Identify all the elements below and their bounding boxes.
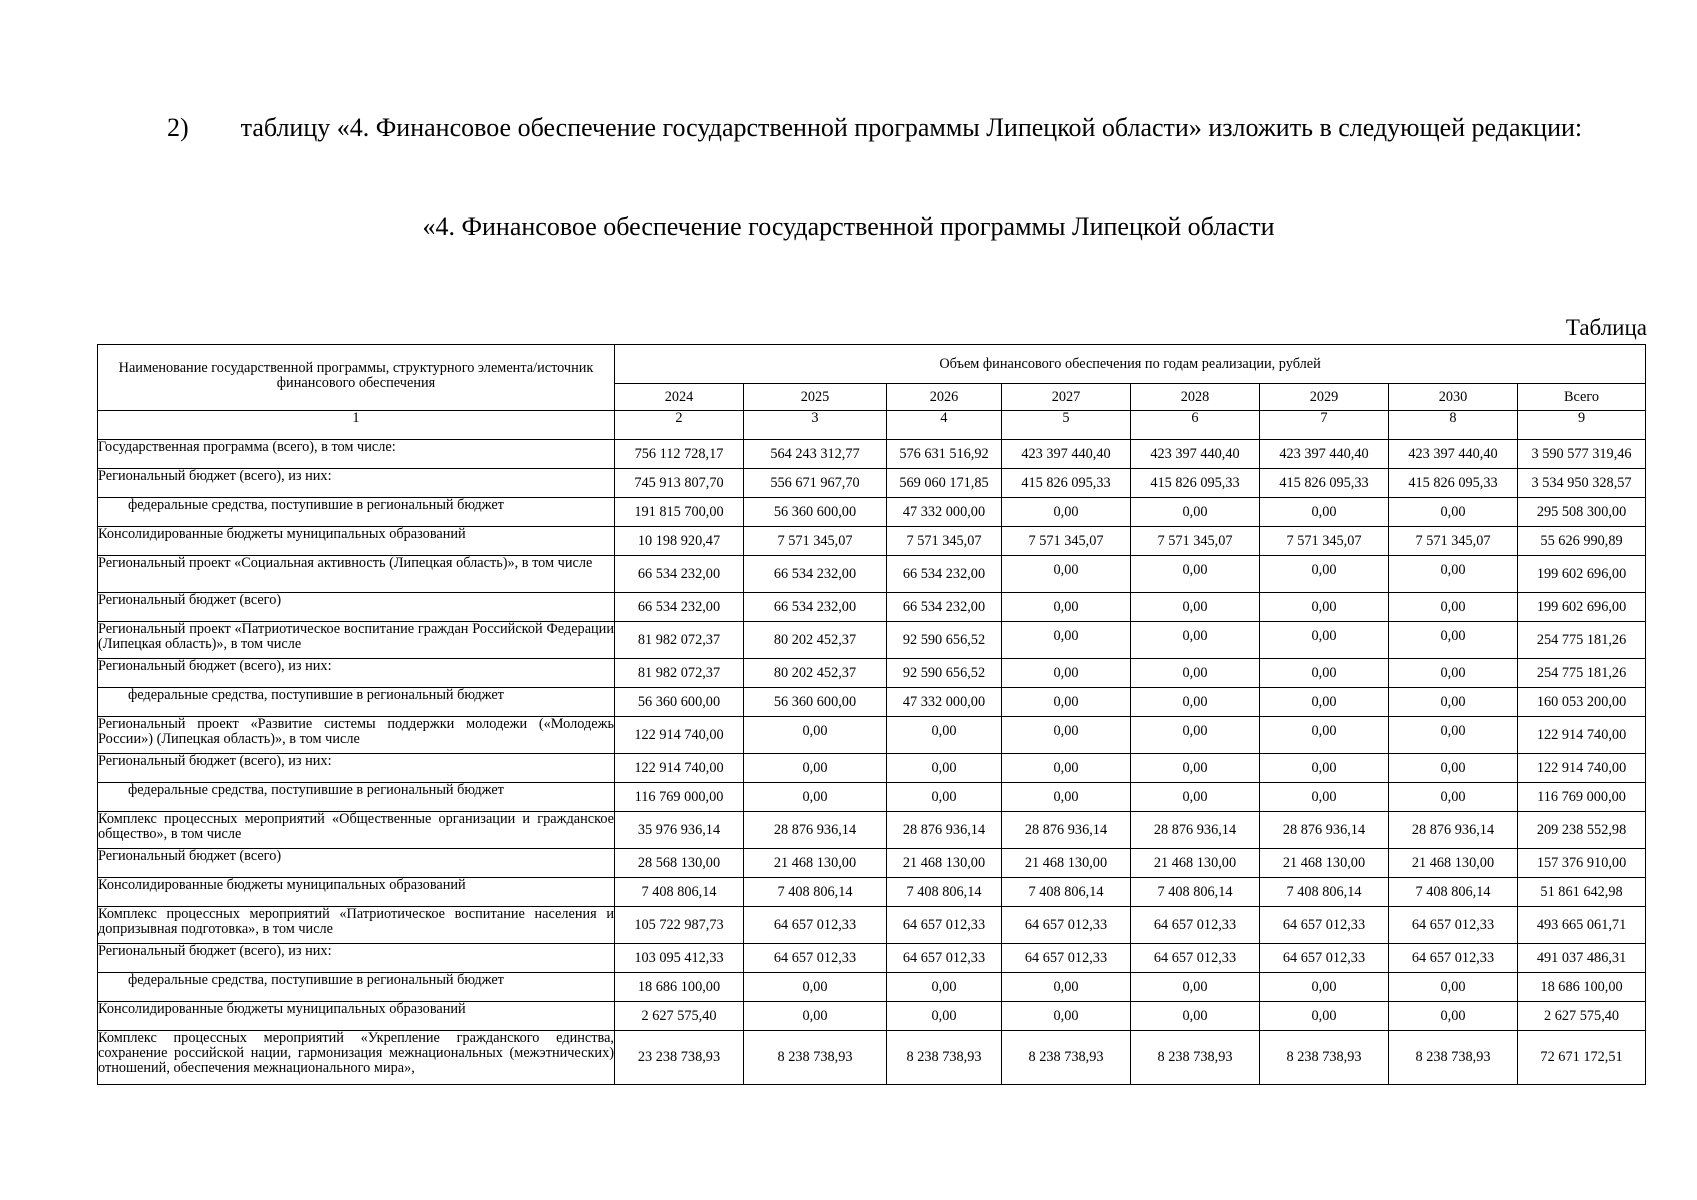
- row-value: 7 571 345,07: [744, 527, 887, 556]
- row-value: 756 112 728,17: [615, 440, 744, 469]
- row-value: 64 657 012,33: [744, 944, 887, 973]
- row-value: 0,00: [1389, 754, 1518, 783]
- row-value: 21 468 130,00: [1260, 849, 1389, 878]
- row-value: 21 468 130,00: [744, 849, 887, 878]
- table-body: [98, 440, 1646, 1085]
- row-value: 0,00: [1131, 783, 1260, 812]
- row-total: 122 914 740,00: [1518, 717, 1646, 754]
- row-value: 56 360 600,00: [744, 688, 887, 717]
- table-row: [98, 907, 1646, 944]
- row-name: федеральные средства, поступившие в региональный бюджет: [98, 783, 615, 812]
- header-year: 2027: [1002, 384, 1131, 411]
- row-value: 64 657 012,33: [1131, 907, 1260, 944]
- column-number: 2: [615, 411, 744, 440]
- header-total: Всего: [1518, 384, 1646, 411]
- row-value: 0,00: [1131, 593, 1260, 622]
- row-value: 0,00: [1131, 556, 1260, 593]
- row-value: 0,00: [1389, 593, 1518, 622]
- row-value: 191 815 700,00: [615, 498, 744, 527]
- row-value: 7 408 806,14: [1131, 878, 1260, 907]
- row-name: федеральные средства, поступившие в региональный бюджет: [98, 973, 615, 1002]
- row-total: 157 376 910,00: [1518, 849, 1646, 878]
- row-total: 491 037 486,31: [1518, 944, 1646, 973]
- row-value: 64 657 012,33: [1389, 907, 1518, 944]
- row-value: 0,00: [1131, 1002, 1260, 1031]
- row-total: 3 534 950 328,57: [1518, 469, 1646, 498]
- row-value: 21 468 130,00: [887, 849, 1002, 878]
- row-total: 2 627 575,40: [1518, 1002, 1646, 1031]
- row-value: 7 571 345,07: [1131, 527, 1260, 556]
- table-row: [98, 973, 1646, 1002]
- row-value: 18 686 100,00: [615, 973, 744, 1002]
- header-year: 2025: [744, 384, 887, 411]
- row-value: 0,00: [744, 1002, 887, 1031]
- row-value: 0,00: [1002, 659, 1131, 688]
- row-value: 10 198 920,47: [615, 527, 744, 556]
- row-value: 8 238 738,93: [1260, 1031, 1389, 1085]
- header-name: Наименование государственной программы, структурного элемента/источник финансового обеспечения: [98, 345, 615, 411]
- row-value: 7 571 345,07: [1389, 527, 1518, 556]
- row-name: Комплекс процессных мероприятий «Укрепление гражданского единства, сохранение российской нации, гармонизация межнациональных (межэтнических) отношений, обеспечения межнационального мира»,: [98, 1031, 615, 1085]
- table-row: [98, 688, 1646, 717]
- table-row: [98, 659, 1646, 688]
- financing-table: [97, 344, 1646, 1085]
- row-value: 0,00: [1260, 1002, 1389, 1031]
- row-value: 0,00: [744, 973, 887, 1002]
- row-value: 0,00: [1389, 556, 1518, 593]
- row-value: 0,00: [1389, 659, 1518, 688]
- row-value: 28 876 936,14: [744, 812, 887, 849]
- row-value: 0,00: [887, 1002, 1002, 1031]
- row-value: 64 657 012,33: [887, 944, 1002, 973]
- row-value: 0,00: [1131, 498, 1260, 527]
- row-value: 8 238 738,93: [1131, 1031, 1260, 1085]
- row-name: Государственная программа (всего), в том числе:: [98, 440, 615, 469]
- row-value: 81 982 072,37: [615, 659, 744, 688]
- row-value: 122 914 740,00: [615, 717, 744, 754]
- row-value: 28 876 936,14: [1131, 812, 1260, 849]
- column-number: 3: [744, 411, 887, 440]
- column-number: 5: [1002, 411, 1131, 440]
- row-name: федеральные средства, поступившие в региональный бюджет: [98, 688, 615, 717]
- row-value: 415 826 095,33: [1389, 469, 1518, 498]
- row-value: 7 571 345,07: [1002, 527, 1131, 556]
- row-value: 569 060 171,85: [887, 469, 1002, 498]
- row-value: 0,00: [1260, 498, 1389, 527]
- column-number: 6: [1131, 411, 1260, 440]
- row-value: 28 876 936,14: [887, 812, 1002, 849]
- row-value: 103 095 412,33: [615, 944, 744, 973]
- row-value: 0,00: [1131, 973, 1260, 1002]
- row-value: 0,00: [1131, 754, 1260, 783]
- row-value: 0,00: [1002, 593, 1131, 622]
- row-total: 72 671 172,51: [1518, 1031, 1646, 1085]
- row-name: Комплекс процессных мероприятий «Патриотическое воспитание населения и допризывная подготовка», в том числе: [98, 907, 615, 944]
- row-value: 7 408 806,14: [1002, 878, 1131, 907]
- row-name: Консолидированные бюджеты муниципальных образований: [98, 1002, 615, 1031]
- row-value: 0,00: [744, 783, 887, 812]
- row-value: 0,00: [887, 717, 1002, 754]
- row-value: 7 408 806,14: [615, 878, 744, 907]
- row-value: 47 332 000,00: [887, 498, 1002, 527]
- row-total: 295 508 300,00: [1518, 498, 1646, 527]
- table-row: [98, 593, 1646, 622]
- column-number: 9: [1518, 411, 1646, 440]
- row-value: 0,00: [1260, 593, 1389, 622]
- row-value: 92 590 656,52: [887, 622, 1002, 659]
- table-row: [98, 944, 1646, 973]
- table-row: [98, 622, 1646, 659]
- row-value: 423 397 440,40: [1389, 440, 1518, 469]
- header-year: 2029: [1260, 384, 1389, 411]
- row-value: 122 914 740,00: [615, 754, 744, 783]
- row-value: 23 238 738,93: [615, 1031, 744, 1085]
- row-value: 80 202 452,37: [744, 622, 887, 659]
- table-row: [98, 556, 1646, 593]
- row-name: Региональный бюджет (всего), из них:: [98, 659, 615, 688]
- row-value: 7 408 806,14: [744, 878, 887, 907]
- row-total: 199 602 696,00: [1518, 593, 1646, 622]
- row-total: 160 053 200,00: [1518, 688, 1646, 717]
- row-total: 122 914 740,00: [1518, 754, 1646, 783]
- row-value: 415 826 095,33: [1260, 469, 1389, 498]
- column-number: 1: [98, 411, 615, 440]
- row-total: 55 626 990,89: [1518, 527, 1646, 556]
- row-value: 0,00: [1260, 688, 1389, 717]
- row-value: 0,00: [1002, 754, 1131, 783]
- row-value: 0,00: [1131, 659, 1260, 688]
- table-row: [98, 1031, 1646, 1085]
- row-value: 64 657 012,33: [744, 907, 887, 944]
- row-value: 564 243 312,77: [744, 440, 887, 469]
- table-row: [98, 469, 1646, 498]
- table-row: [98, 783, 1646, 812]
- row-value: 423 397 440,40: [1260, 440, 1389, 469]
- row-value: 64 657 012,33: [1131, 944, 1260, 973]
- row-name: Консолидированные бюджеты муниципальных образований: [98, 527, 615, 556]
- header-year: 2026: [887, 384, 1002, 411]
- row-value: 0,00: [1131, 717, 1260, 754]
- row-value: 66 534 232,00: [744, 556, 887, 593]
- row-value: 415 826 095,33: [1002, 469, 1131, 498]
- row-value: 21 468 130,00: [1389, 849, 1518, 878]
- row-name: Региональный бюджет (всего): [98, 849, 615, 878]
- row-value: 8 238 738,93: [1002, 1031, 1131, 1085]
- row-total: 199 602 696,00: [1518, 556, 1646, 593]
- row-value: 0,00: [1260, 783, 1389, 812]
- row-value: 64 657 012,33: [1389, 944, 1518, 973]
- row-value: 423 397 440,40: [1131, 440, 1260, 469]
- table-row: [98, 440, 1646, 469]
- column-number: 7: [1260, 411, 1389, 440]
- row-value: 556 671 967,70: [744, 469, 887, 498]
- row-value: 66 534 232,00: [887, 556, 1002, 593]
- row-value: 8 238 738,93: [744, 1031, 887, 1085]
- row-value: 8 238 738,93: [1389, 1031, 1518, 1085]
- row-value: 415 826 095,33: [1131, 469, 1260, 498]
- table-row: [98, 498, 1646, 527]
- table-row: [98, 878, 1646, 907]
- document-title: «4. Финансовое обеспечение государственной программы Липецкой области: [422, 212, 1275, 241]
- row-total: 116 769 000,00: [1518, 783, 1646, 812]
- row-name: федеральные средства, поступившие в региональный бюджет: [98, 498, 615, 527]
- row-value: 8 238 738,93: [887, 1031, 1002, 1085]
- row-value: 105 722 987,73: [615, 907, 744, 944]
- row-total: 209 238 552,98: [1518, 812, 1646, 849]
- row-value: 0,00: [1260, 659, 1389, 688]
- row-value: 56 360 600,00: [615, 688, 744, 717]
- row-value: 66 534 232,00: [615, 556, 744, 593]
- row-value: 0,00: [1389, 717, 1518, 754]
- row-value: 0,00: [1002, 973, 1131, 1002]
- row-value: 28 876 936,14: [1260, 812, 1389, 849]
- row-value: 0,00: [1260, 717, 1389, 754]
- row-value: 2 627 575,40: [615, 1002, 744, 1031]
- row-value: 64 657 012,33: [887, 907, 1002, 944]
- table-row: [98, 1002, 1646, 1031]
- row-name: Комплекс процессных мероприятий «Общественные организации и гражданское общество», в том числе: [98, 812, 615, 849]
- row-value: 56 360 600,00: [744, 498, 887, 527]
- row-value: 66 534 232,00: [744, 593, 887, 622]
- row-value: 0,00: [1389, 622, 1518, 659]
- column-number: 4: [887, 411, 1002, 440]
- row-value: 0,00: [1260, 973, 1389, 1002]
- row-value: 116 769 000,00: [615, 783, 744, 812]
- row-value: 0,00: [1260, 622, 1389, 659]
- row-value: 0,00: [1389, 783, 1518, 812]
- row-value: 0,00: [1389, 688, 1518, 717]
- row-value: 0,00: [744, 717, 887, 754]
- row-value: 35 976 936,14: [615, 812, 744, 849]
- table-row: [98, 717, 1646, 754]
- row-value: 28 876 936,14: [1002, 812, 1131, 849]
- row-value: 21 468 130,00: [1002, 849, 1131, 878]
- table-label: Таблица: [1565, 315, 1647, 340]
- row-value: 66 534 232,00: [887, 593, 1002, 622]
- table-row: [98, 754, 1646, 783]
- row-value: 7 571 345,07: [1260, 527, 1389, 556]
- row-name: Региональный проект «Патриотическое воспитание граждан Российской Федерации (Липецкая область)», в том числе: [98, 622, 615, 659]
- row-value: 0,00: [1389, 498, 1518, 527]
- table-row: [98, 527, 1646, 556]
- row-value: 64 657 012,33: [1002, 907, 1131, 944]
- intro-paragraph: 2) таблицу «4. Финансовое обеспечение государственной программы Липецкой области» изложить в следующей редакции:: [167, 113, 1583, 142]
- row-value: 0,00: [1002, 688, 1131, 717]
- row-total: 51 861 642,98: [1518, 878, 1646, 907]
- row-value: 64 657 012,33: [1260, 944, 1389, 973]
- row-value: 47 332 000,00: [887, 688, 1002, 717]
- row-value: 0,00: [1002, 556, 1131, 593]
- row-value: 0,00: [887, 973, 1002, 1002]
- header-year: 2024: [615, 384, 744, 411]
- row-total: 18 686 100,00: [1518, 973, 1646, 1002]
- row-value: 64 657 012,33: [1002, 944, 1131, 973]
- row-value: 64 657 012,33: [1260, 907, 1389, 944]
- row-name: Региональный проект «Социальная активность (Липецкая область)», в том числе: [98, 556, 615, 593]
- row-value: 423 397 440,40: [1002, 440, 1131, 469]
- row-value: 28 568 130,00: [615, 849, 744, 878]
- row-name: Региональный бюджет (всего), из них:: [98, 469, 615, 498]
- column-number: 8: [1389, 411, 1518, 440]
- row-value: 0,00: [1260, 754, 1389, 783]
- row-value: 28 876 936,14: [1389, 812, 1518, 849]
- row-name: Консолидированные бюджеты муниципальных образований: [98, 878, 615, 907]
- row-value: 81 982 072,37: [615, 622, 744, 659]
- row-value: 80 202 452,37: [744, 659, 887, 688]
- table-row: [98, 849, 1646, 878]
- row-value: 0,00: [1389, 973, 1518, 1002]
- row-value: 745 913 807,70: [615, 469, 744, 498]
- row-value: 0,00: [1131, 622, 1260, 659]
- row-value: 7 408 806,14: [1260, 878, 1389, 907]
- row-value: 7 408 806,14: [887, 878, 1002, 907]
- header-year: 2028: [1131, 384, 1260, 411]
- row-value: 21 468 130,00: [1131, 849, 1260, 878]
- row-name: Региональный проект «Развитие системы поддержки молодежи («Молодежь России») (Липецкая область)», в том числе: [98, 717, 615, 754]
- row-value: 92 590 656,52: [887, 659, 1002, 688]
- row-value: 576 631 516,92: [887, 440, 1002, 469]
- row-total: 493 665 061,71: [1518, 907, 1646, 944]
- row-value: 0,00: [1389, 1002, 1518, 1031]
- header-volume: Объем финансового обеспечения по годам реализации, рублей: [615, 345, 1646, 384]
- row-value: 0,00: [1260, 556, 1389, 593]
- table-row: [98, 812, 1646, 849]
- header-year: 2030: [1389, 384, 1518, 411]
- row-value: 0,00: [744, 754, 887, 783]
- row-name: Региональный бюджет (всего), из них:: [98, 944, 615, 973]
- row-value: 0,00: [1131, 688, 1260, 717]
- row-name: Региональный бюджет (всего): [98, 593, 615, 622]
- row-value: 7 571 345,07: [887, 527, 1002, 556]
- row-value: 66 534 232,00: [615, 593, 744, 622]
- row-value: 0,00: [1002, 622, 1131, 659]
- row-value: 0,00: [1002, 783, 1131, 812]
- row-value: 7 408 806,14: [1389, 878, 1518, 907]
- row-value: 0,00: [1002, 498, 1131, 527]
- row-name: Региональный бюджет (всего), из них:: [98, 754, 615, 783]
- row-value: 0,00: [887, 783, 1002, 812]
- row-value: 0,00: [1002, 717, 1131, 754]
- row-total: 254 775 181,26: [1518, 622, 1646, 659]
- row-total: 3 590 577 319,46: [1518, 440, 1646, 469]
- row-value: 0,00: [887, 754, 1002, 783]
- row-total: 254 775 181,26: [1518, 659, 1646, 688]
- row-value: 0,00: [1002, 1002, 1131, 1031]
